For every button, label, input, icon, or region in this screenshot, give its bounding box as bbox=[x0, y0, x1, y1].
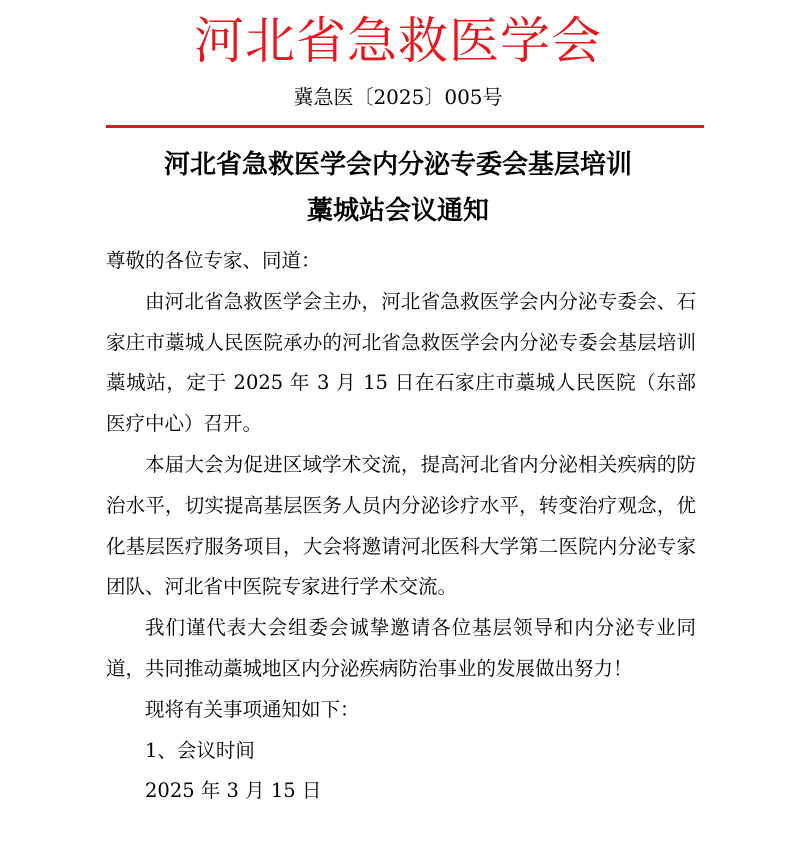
paragraph-notice-intro: 现将有关事项通知如下： bbox=[145, 697, 360, 721]
paragraph-organizers: 由河北省急救医学会主办，河北省急救医学会内分泌专委会、石家庄市藁城人民医院承办的河北省急救医学会内分泌专委会基层培训藁城站，定于 2025 年 3 月 15 日在石家庄市藁城人民医院（东部医疗中心）召开。 bbox=[106, 289, 696, 436]
item-meeting-time-value: 2025 年 3 月 15 日 bbox=[145, 779, 322, 803]
document-number: 冀急医〔2025〕005号 bbox=[293, 85, 503, 109]
item-meeting-time-heading: 1、会议时间 bbox=[145, 738, 255, 762]
notice-body bbox=[106, 241, 696, 812]
notice-title-line-2: 藁城站会议通知 bbox=[306, 196, 489, 226]
organization-header: 河北省急救医学会 bbox=[194, 12, 602, 70]
paragraph-purpose: 本届大会为促进区域学术交流，提高河北省内分泌相关疾病的防治水平，切实提高基层医务人员内分泌诊疗水平，转变治疗观念，优化基层医疗服务项目，大会将邀请河北医科大学第二医院内分泌专家团队、河北省中医院专家进行学术交流。 bbox=[106, 452, 696, 599]
red-divider-line bbox=[106, 125, 704, 128]
salutation: 尊敬的各位专家、同道： bbox=[106, 249, 321, 272]
notice-title-line-1: 河北省急救医学会内分泌专委会基层培训 bbox=[163, 150, 632, 180]
paragraph-invitation: 我们谨代表大会组委会诚挚邀请各位基层领导和内分泌专业同道，共同推动藁城地区内分泌疾病防治事业的发展做出努力！ bbox=[106, 616, 696, 680]
